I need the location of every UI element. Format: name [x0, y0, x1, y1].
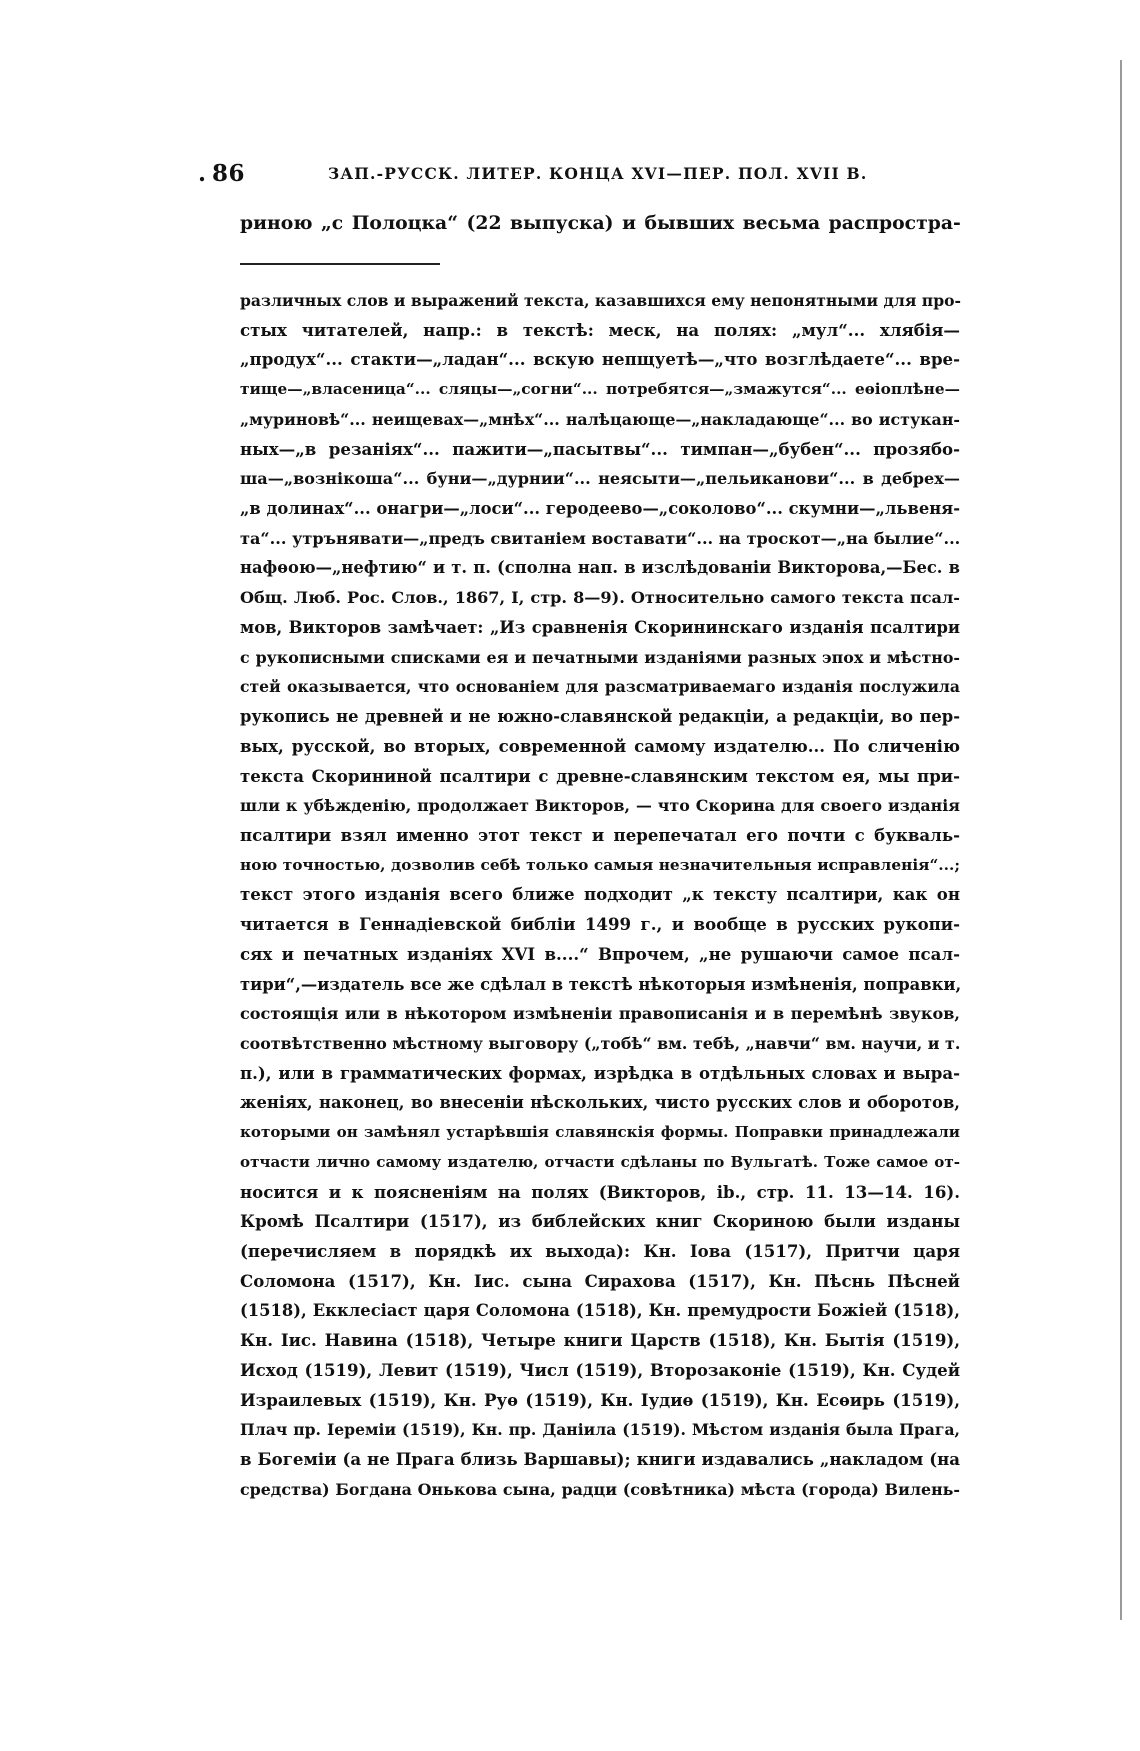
footnote-line: Кн. Іис. Навина (1518), Четыре книги Царств (1518), Кн. Бытія (1519),: [240, 1330, 960, 1351]
footnote-line: „в долинах“... онагри—„лоси“... геродеево—„соколово“... скумни—„львеня-: [240, 499, 961, 519]
footnote-line: состоящія или в нѣкотором измѣненіи правописанія и в перемѣнѣ звуков,: [240, 1004, 960, 1024]
footnote-line: шли к убѣжденію, продолжает Викторов, — что Скорина для своего изданія: [240, 796, 960, 816]
footnote-line: соотвѣтственно мѣстному выговору („тобѣ“ вм. тебѣ, „навчи“ вм. научи, и т.: [240, 1033, 961, 1053]
footnote-line: Кромѣ Псалтири (1517), из библейских книг Скориною были изданы: [240, 1211, 960, 1232]
page-number-dot: .: [198, 160, 207, 187]
footnote-line: нафѳою—„нефтию“ и т. п. (сполна нап. в изслѣдованіи Викторова,—Бес. в: [240, 558, 960, 578]
footnote-line: (1518), Екклесіаст царя Соломона (1518), Кн. премудрости Божіей (1518),: [240, 1301, 960, 1321]
footnote-line: стых читателей, напр.: в текстѣ: меск, на полях: „мул“... хлябія—: [240, 319, 960, 340]
footnote-line: „муриновѣ“... неищевах—„мнѣх“... налѣцающе—„накладающе“... во истукан-: [240, 409, 960, 429]
footnote-line: вых, русской, во вторых, современной самому издателю... По сличенію: [240, 735, 960, 756]
footnote-line: текста Скорининой псалтири с древне-славянским текстом ея, мы при-: [240, 765, 960, 786]
footnote-line: стей оказывается, что основаніем для разсматриваемаго изданія послужила: [240, 677, 960, 697]
footnote-line: тище—„власеница“... сляцы—„согни“... потребятся—„змажутся“... еѳіоплѣне—: [240, 380, 960, 399]
footnote-line: в Богеміи (а не Прага близь Варшавы); книги издавались „накладом (на: [240, 1449, 960, 1470]
footnote-line: сях и печатных изданіях XVI в....“ Впрочем, „не рушаючи самое псал-: [240, 943, 960, 964]
footnote-line: средства) Богдана Онькова сына, радци (совѣтника) мѣста (города) Вилень-: [240, 1479, 960, 1499]
footnote-line: „продух“... стакти—„ладан“... вскую непщуетѣ—„что возглѣдаете“... вре-: [240, 349, 960, 370]
page-number: 86: [212, 160, 246, 187]
footnote-line: ных—„в резаніях“... пажити—„пасытвы“... тимпан—„бубен“... прозябо-: [240, 438, 960, 459]
running-head: ЗАП.-РУССК. ЛИТЕР. КОНЦА XVI—ПЕР. ПОЛ. XVII В.: [328, 164, 868, 183]
footnote-line: Исход (1519), Левит (1519), Числ (1519), Второзаконіе (1519), Кн. Судей: [240, 1359, 960, 1380]
page-header: [200, 160, 960, 190]
footnote-line: с рукописными списками ея и печатными изданіями разных эпох и мѣстно-: [240, 647, 960, 667]
footnote-separator: [240, 263, 440, 265]
footnote-line: читается в Геннадіевской библіи 1499 г., и вообще в русских рукопи-: [240, 914, 960, 935]
page-edge-line: [1120, 60, 1122, 1620]
footnote-line: текст этого изданія всего ближе подходит „к тексту псалтири, как он: [240, 884, 960, 905]
footnote-line: которыми он замѣнял устарѣвшія славянскія формы. Поправки принадлежали: [240, 1123, 960, 1142]
footnote-block: [240, 286, 960, 1504]
footnote-line: женіях, наконец, во внесеніи нѣскольких, чисто русских слов и оборотов,: [240, 1093, 960, 1113]
footnote-line: тири“,—издатель все же сдѣлал в текстѣ нѣкоторыя измѣненія, поправки,: [240, 974, 962, 994]
footnote-line: ною точностью, дозволив себѣ только самыя незначительныя исправленія“...;: [240, 855, 960, 874]
footnote-line: (перечисляем в порядкѣ их выхода): Кн. Іова (1517), Притчи царя: [240, 1241, 960, 1261]
footnote-line: псалтири взял именно этот текст и перепечатал его почти с букваль-: [240, 824, 960, 845]
footnote-line: носится и к поясненіям на полях (Викторов, ib., стр. 11. 13—14. 16).: [240, 1181, 960, 1202]
footnote-line: различных слов и выражений текста, казавшихся ему непонятными для про-: [240, 291, 961, 310]
footnote-line: рукопись не древней и не южно-славянской редакціи, а редакціи, во пер-: [240, 707, 960, 727]
main-text-line: риною „с Полоцка“ (22 выпуска) и бывших весьма распростра-: [240, 212, 961, 234]
footnote-line: Общ. Люб. Рос. Слов., 1867, I, стр. 8—9). Относительно самого текста псал-: [240, 588, 960, 608]
footnote-line: Израилевых (1519), Кн. Руѳ (1519), Кн. Іудиѳ (1519), Кн. Есѳирь (1519),: [240, 1389, 960, 1410]
footnote-line: мов, Викторов замѣчает: „Из сравненія Скорининскаго изданія псалтири: [240, 617, 960, 637]
footnote-line: п.), или в грамматических формах, изрѣдка в отдѣльных словах и выра-: [240, 1062, 960, 1083]
footnote-line: та“... утрънявати—„предъ свитаніем воставати“... на троскот—„на былие“...: [240, 528, 961, 548]
footnote-line: Плач пр. Іереміи (1519), Кн. пр. Даніила (1519). Мѣстом изданія была Прага,: [240, 1420, 960, 1440]
footnote-line: ша—„вознікоша“... буни—„дурнии“... неясыти—„пельиканови“... в дебрех—: [240, 469, 960, 489]
footnote-line: отчасти лично самому издателю, отчасти сдѣланы по Вульгатѣ. Тоже самое от-: [240, 1152, 960, 1171]
footnote-line: Соломона (1517), Кн. Іис. сына Сирахова (1517), Кн. Пѣснь Пѣсней: [240, 1270, 960, 1291]
